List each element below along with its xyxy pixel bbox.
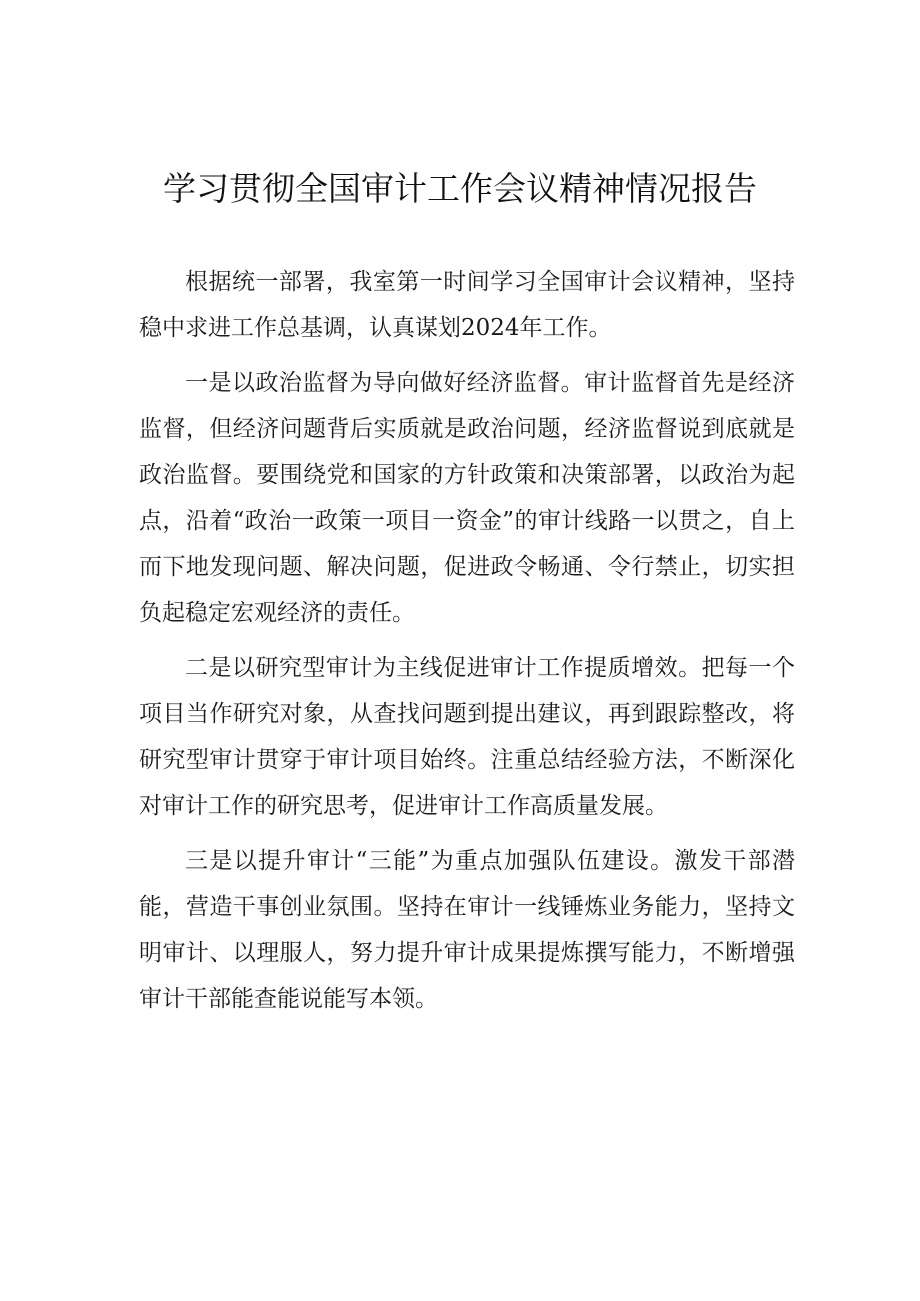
paragraph-intro: 根据统一部署，我室第一时间学习全国审计会议精神，坚持稳中求进工作总基调，认真谋划2024年工作。 bbox=[139, 269, 795, 341]
paragraph-research-audit: 二是以研究型审计为主线促进审计工作提质增效。把每一个项目当作研究对象，从查找问题到提出建议，再到跟踪整改，将研究型审计贯穿于审计项目始终。注重总结经验方法，不断深化对审计工作的研究思考，促进审计工作高质量发展。 bbox=[139, 655, 795, 819]
document-body bbox=[139, 259, 795, 1031]
paragraph-team-building: 三是以提升审计“三能”为重点加强队伍建设。激发干部潜能，营造干事创业氛围。坚持在审计一线锤炼业务能力，坚持文明审计、以理服人，努力提升审计成果提炼撰写能力，不断增强审计干部能查能说能写本领。 bbox=[139, 848, 795, 1012]
paragraph-political-supervision: 一是以政治监督为导向做好经济监督。审计监督首先是经济监督，但经济问题背后实质就是政治问题，经济监督说到底就是政治监督。要围绕党和国家的方针政策和决策部署，以政治为起点，沿着“政治一政策一项目一资金”的审计线路一以贯之，自上而下地发现问题、解决问题，促进政令畅通、令行禁止，切实担负起稳定宏观经济的责任。 bbox=[139, 370, 795, 626]
document-title: 学习贯彻全国审计工作会议精神情况报告 bbox=[163, 169, 757, 208]
